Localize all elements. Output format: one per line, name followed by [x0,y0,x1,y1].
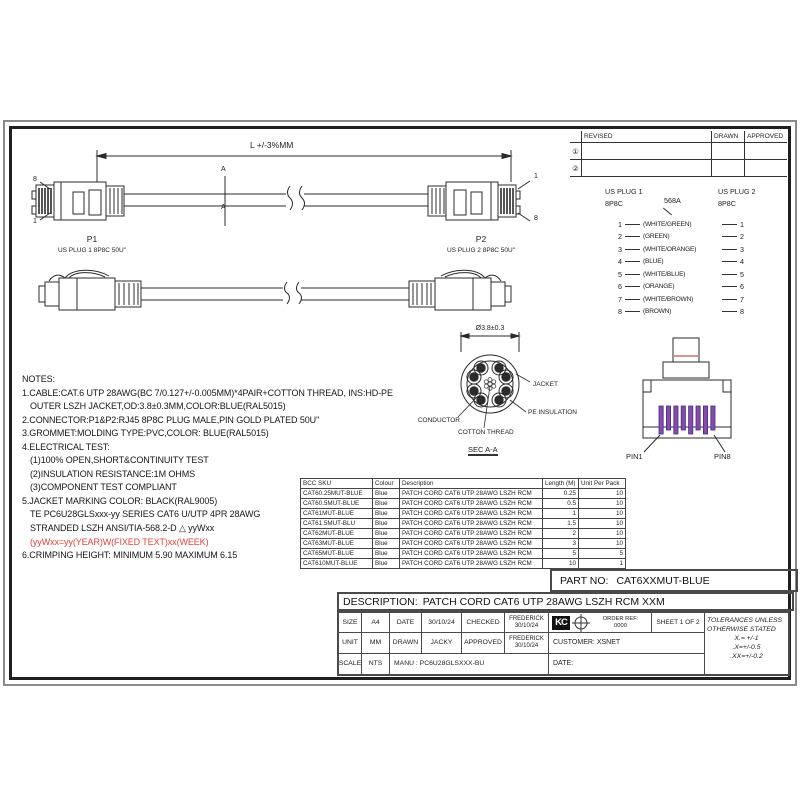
sku-cell: CAT62MUT-BLUE [301,529,373,539]
sku-cell: CAT61.5MUT-BLU [301,519,373,529]
note-line: 3.GROMMET:MOLDING TYPE:PVC,COLOR: BLUE(RAL5015) [22,428,269,439]
drawn-value: JACKY [422,633,462,653]
sku-cell: 3 [543,539,579,549]
description-label: DESCRIPTION: [343,595,418,608]
sku-cell: 0.25 [543,489,579,499]
date-label: DATE [390,613,422,633]
wiring-plug2-sub: 8P8C [718,199,736,208]
drawn-label: DRAWN [390,633,422,653]
sku-cell: PATCH CORD CAT6 UTP 28AWG LSZH RCM [400,509,543,519]
sku-row [301,519,626,529]
note-line: 5.JACKET MARKING COLOR: BLACK(RAL9005) [22,495,218,506]
sku-cell: CAT63MUT-BLUE [301,539,373,549]
scale-label: SCALE [339,654,362,674]
sku-row [301,559,626,569]
section-a-bottom-label: A [221,204,226,211]
kc-logo: KC [552,616,570,630]
sku-cell: CAT610MUT-BLUE [301,559,373,569]
cable-diameter-label: Ø3.8±0.3 [475,325,505,332]
p1-subtitle: US PLUG 1 8P8C 50U" [57,247,127,254]
sku-cell: PATCH CORD CAT6 UTP 28AWG LSZH RCM [400,559,543,569]
checked-by-cell: FREDERICK 30/10/24 [505,613,549,633]
sku-cell: 1 [579,559,626,569]
sku-table [300,478,626,569]
sku-cell: Blue [373,489,400,499]
cable-assembly-top-view [30,138,540,263]
logo-order-sheet-cell [549,613,705,633]
sku-cell: 10 [579,489,626,499]
sku-cell: CAT65MUT-BLUE [301,549,373,559]
sku-row [301,499,626,509]
sku-cell: PATCH CORD CAT6 UTP 28AWG LSZH RCM [400,549,543,559]
sku-cell: 1 [543,509,579,519]
sku-cell: CAT60.25MUT-BLUE [301,489,373,499]
sku-row [301,539,626,549]
sku-cell: Blue [373,559,400,569]
sku-cell: 10 [579,529,626,539]
sku-cell: PATCH CORD CAT6 UTP 28AWG LSZH RCM [400,529,543,539]
sku-cell: Blue [373,499,400,509]
sku-cell: 10 [579,509,626,519]
sheet-number: SHEET 1 OF 2 [651,613,704,632]
revision-row1-revised [582,143,712,160]
note-line: (1)100% OPEN,SHORT&CONTINUITY TEST [30,455,209,466]
title-block-grid [337,611,790,676]
scale-value: NTS [362,654,390,674]
jacket-label: JACKET [533,381,558,388]
sku-cell: 10 [579,499,626,509]
wiring-plug2-title: US PLUG 2 [718,187,756,196]
sku-cell: 10 [543,559,579,569]
sku-header: Unit Per Pack [579,479,626,489]
sku-row [301,549,626,559]
note-line: 1.CABLE:CAT.6 UTP 28AWG(BC 7/0.127+/-0.005MM)*4PAIR+COTTON THREAD, INS:HD-PE [22,387,393,398]
size-label: SIZE [339,613,362,633]
tolerance-line: X.= +/-1 [734,635,759,642]
revision-row1-drawn [712,143,745,160]
description-value: PATCH CORD CAT6 UTP 28AWG LSZH RCM XXM [422,595,665,608]
sku-cell: Blue [373,549,400,559]
revision-row1-number: ① [570,143,582,160]
note-line: (2)INSULATION RESISTANCE:1M OHMS [30,468,195,479]
sku-cell: CAT61MUT-BLUE [301,509,373,519]
p1-pin1-label: 1 [33,218,37,225]
p2-title: P2 [475,234,487,244]
revision-table [570,131,787,177]
p2-subtitle: US PLUG 2 8P8C 50U" [446,247,516,254]
sku-cell: 5 [579,549,626,559]
cotton-thread-label: COTTON THREAD [458,429,514,436]
p1-pin8-label: 8 [33,176,37,183]
checked-label: CHECKED [462,613,505,633]
wire-row: 1 (WHITE/GREEN) 1 [618,219,744,229]
date-blank-cell: DATE: [549,654,705,674]
wire-row: 8 (BROWN) 8 [618,307,744,316]
sku-cell: 1.5 [543,519,579,529]
approved-header: APPROVED [745,131,787,143]
section-aa-label: SEC A-A [468,445,498,454]
sku-header: BCC SKU [301,479,373,489]
note-line: 6.CRIMPING HEIGHT: MINIMUM 5.90 MAXIMUM 6.15 [22,550,238,561]
sku-cell: CAT60.5MUT-BLUE [301,499,373,509]
revision-corner-cell [570,131,582,143]
revision-row2-revised [582,160,712,177]
tolerances-box [705,613,788,674]
order-ref-cell [590,616,651,629]
sku-cell: 2 [543,529,579,539]
tolerance-line: .XX=+/-0.2 [730,653,763,660]
sku-header: Colour [373,479,400,489]
length-dimension-label: L +/-3%MM [250,140,294,150]
note-line: TE PC6U28GLSxxx-yy SERIES CAT6 U/UTP 4PR 28AWG [30,509,261,520]
order-ref-label: ORDER REF: [602,616,639,623]
wire-row: 4 (BLUE) 4 [618,257,744,266]
note-line: 4.ELECTRICAL TEST: [22,441,110,452]
p2-pin8-label: 8 [534,215,538,222]
manu-cell: MANU : PC6U28GLSXXX-BU [390,654,549,674]
wiring-plug1-title: US PLUG 1 [605,187,643,196]
tolerance-line: TOLERANCES UNLESS [707,617,783,624]
sku-cell: Blue [373,509,400,519]
p2-pin1-label: 1 [534,173,538,180]
size-value: A4 [362,613,390,633]
conductor-label: CONDUCTOR [417,417,460,424]
wire-row: 2 (GREEN) 2 [618,232,744,241]
sku-row [301,489,626,499]
unit-value: MM [362,633,390,653]
drawn-header: DRAWN [712,131,745,143]
date-value: 30/10/24 [422,613,462,633]
note-line: STRANDED LSZH ANSI/TIA-568.2-D △ yyWxx [30,523,215,534]
wiring-plug1-sub: 8P8C [605,199,623,208]
note-line-red: (yyWxx=yy(YEAR)W(FIXED TEXT)xx(WEEK) [30,536,209,547]
revision-row2-approved [745,160,787,177]
sku-row [301,509,626,519]
approved-label: APPROVED [462,633,505,653]
sku-cell: Blue [373,519,400,529]
sku-cell: PATCH CORD CAT6 UTP 28AWG LSZH RCM [400,519,543,529]
section-a-top-label: A [221,166,226,173]
p1-title: P1 [86,234,98,244]
part-no-box [550,569,798,592]
projection-symbol-icon [572,614,590,632]
part-no-value: CAT6XXMUT-BLUE [616,574,710,587]
cable-assembly-side-view [25,266,525,321]
revision-row2-number: ② [570,160,582,177]
wire-row: 5 (WHITE/BLUE) 5 [618,269,744,279]
sku-cell: Blue [373,529,400,539]
sku-header: Length (M) [543,479,579,489]
revised-header: REVISED [582,131,712,143]
wiring-standard-label: 568A [664,196,681,205]
sku-cell: Blue [373,539,400,549]
unit-label: UNIT [339,633,362,653]
note-line: OUTER LSZH JACKET,OD:3.8±0.3MM,COLOR:BLUE(RAL5015) [30,401,286,412]
note-line: (3)COMPONENT TEST COMPLIANT [30,482,177,493]
sku-header: Description [400,479,543,489]
sku-cell: PATCH CORD CAT6 UTP 28AWG LSZH RCM [400,489,543,499]
sku-cell: PATCH CORD CAT6 UTP 28AWG LSZH RCM [400,539,543,549]
pin1-label: PIN1 [626,452,643,461]
sku-cell: PATCH CORD CAT6 UTP 28AWG LSZH RCM [400,499,543,509]
revision-row2-drawn [712,160,745,177]
rj45-front-view [620,332,800,464]
pe-insulation-label: PE INSULATION [528,409,578,416]
sku-cell: 10 [579,539,626,549]
tolerance-line: .X=+/-0.5 [732,644,761,651]
notes-title: NOTES: [22,374,55,384]
customer-cell: CUSTOMER: XSNET [549,633,705,653]
sku-cell: 0.5 [543,499,579,509]
pin8-label: PIN8 [714,452,731,461]
sku-cell: 5 [543,549,579,559]
sku-row [301,529,626,539]
description-bar [337,592,794,611]
wire-row: 3 (WHITE/ORANGE) 3 [618,244,744,254]
order-ref-value: 0000 [614,622,627,629]
wire-row: 6 (ORANGE) 6 [618,282,744,291]
part-no-label: PART NO: [560,574,609,587]
sku-header-row [301,479,626,489]
revision-row1-approved [745,143,787,160]
wire-row: 7 (WHITE/BROWN) 7 [618,294,744,304]
tolerance-line: OTHERWISE STATED [707,626,776,633]
note-line: 2.CONNECTOR:P1&P2:RJ45 8P8C PLUG MALE,PIN GOLD PLATED 50U" [22,414,320,425]
approved-by-cell: FREDERICK 30/10/24 [505,633,549,653]
sku-cell: 10 [579,519,626,529]
